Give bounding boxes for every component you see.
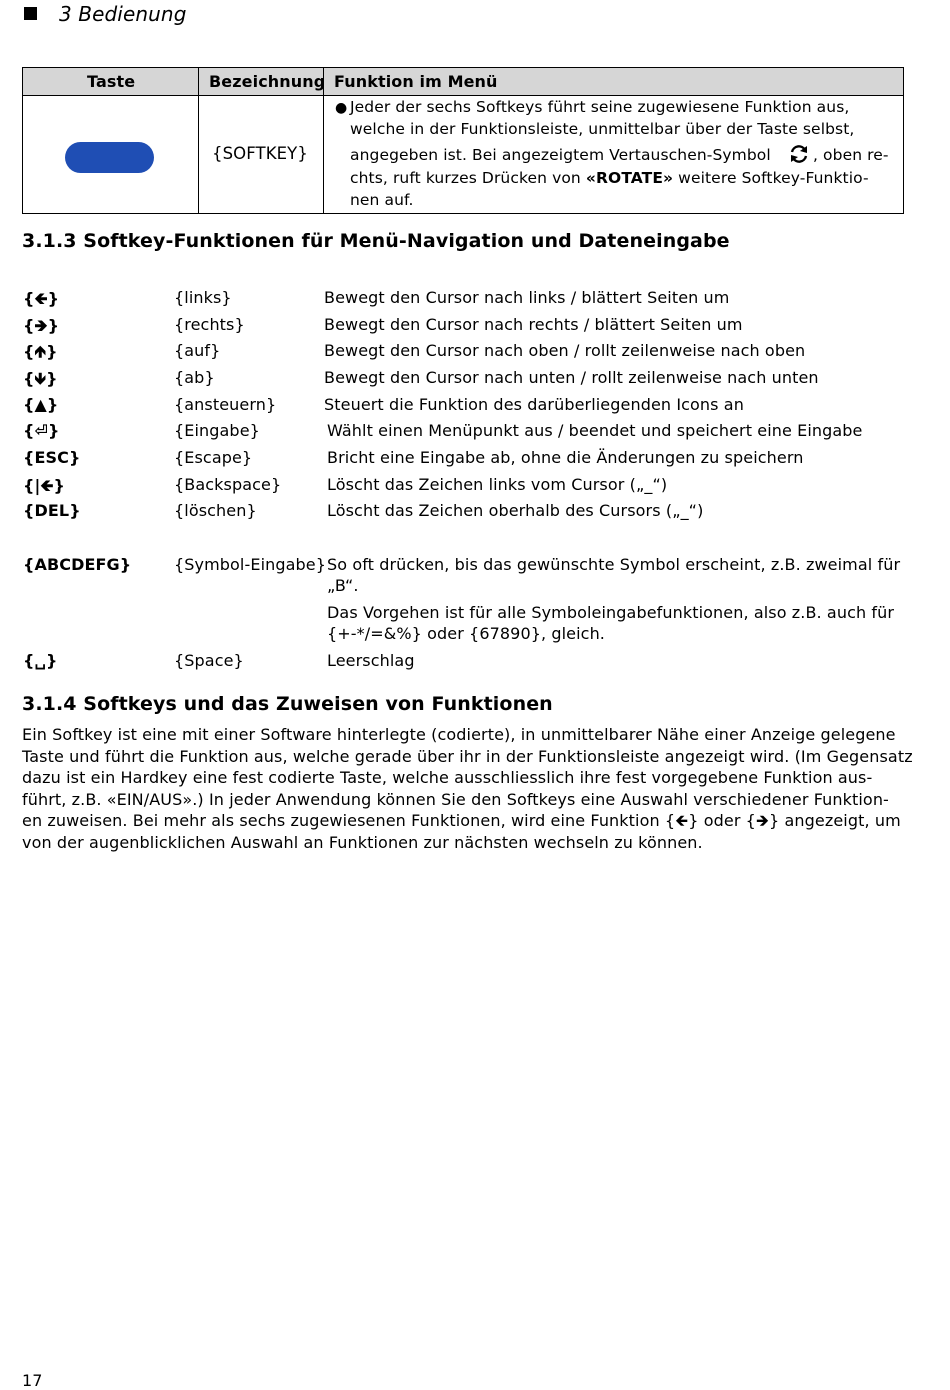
function-line-3: angegeben ist. Bei angezeigtem Vertauschen-Symbol <box>350 146 771 164</box>
desc-symbol-line-4: {+-*/=&%} oder {67890}, gleich. <box>327 624 605 643</box>
key-ab: {🡻} <box>23 369 58 388</box>
key-loeschen: {DEL} <box>23 501 81 520</box>
name-ansteuern: {ansteuern} <box>174 395 277 414</box>
name-eingabe: {Eingabe} <box>174 421 260 440</box>
softkey-button-illustration <box>65 142 154 173</box>
name-loeschen: {löschen} <box>174 501 257 520</box>
desc-links: Bewegt den Cursor nach links / blättert Seiten um <box>324 288 730 307</box>
header-square-marker <box>24 7 37 20</box>
softkey-table <box>22 67 904 214</box>
name-auf: {auf} <box>174 341 221 360</box>
desc-ansteuern: Steuert die Funktion des darüberliegenden Icons an <box>324 395 744 414</box>
key-escape: {ESC} <box>23 448 81 467</box>
name-rechts: {rechts} <box>174 315 245 334</box>
name-backspace: {Backspace} <box>174 475 282 494</box>
section-heading-3-1-3: 3.1.3 Softkey-Funktionen für Menü-Navigation und Dateneingabe <box>22 230 730 252</box>
name-links: {links} <box>174 288 232 307</box>
function-line-2: welche in der Funktionsleiste, unmittelbar über der Taste selbst, <box>350 120 855 138</box>
desc-symbol-line-2: „B“. <box>327 576 359 595</box>
key-ansteuern: {▲} <box>23 395 59 414</box>
section-heading-3-1-4: 3.1.4 Softkeys und das Zuweisen von Funktionen <box>22 693 553 715</box>
name-ab: {ab} <box>174 368 215 387</box>
page-number: 17 <box>22 1371 43 1390</box>
paragraph-line: von der augenblicklichen Auswahl an Funktionen zur nächsten wechseln zu können. <box>22 832 703 852</box>
function-line-4: chts, ruft kurzes Drücken von «ROTATE» weitere Softkey-Funktio- <box>350 169 869 187</box>
key-rechts: {🡺} <box>23 316 60 335</box>
name-symbol: {Symbol-Eingabe} <box>174 555 326 574</box>
desc-rechts: Bewegt den Cursor nach rechts / blättert Seiten um <box>324 315 743 334</box>
key-backspace: {|🡸} <box>23 476 66 495</box>
paragraph-line: en zuweisen. Bei mehr als sechs zugewiesenen Funktionen, wird eine Funktion {🡸} oder {🡺} angezeigt, um <box>22 811 901 831</box>
col-header-taste: Taste <box>87 72 136 91</box>
col-header-bezeichnung: Bezeichnung <box>209 72 326 91</box>
desc-symbol-line-3: Das Vorgehen ist für alle Symboleingabefunktionen, also z.B. auch für <box>327 603 895 622</box>
name-escape: {Escape} <box>174 448 253 467</box>
paragraph-line: Ein Softkey ist eine mit einer Software hinterlegte (codierte), in unmittelbarer Nähe einer Anzeige gelegene <box>22 725 896 744</box>
function-line-1: Jeder der sechs Softkeys führt seine zugewiesene Funktion aus, <box>350 98 850 116</box>
key-links: {🡸} <box>23 289 60 308</box>
desc-space: Leerschlag <box>327 651 415 670</box>
desc-symbol-line-1: So oft drücken, bis das gewünschte Symbol erscheint, z.B. zweimal für <box>327 555 901 574</box>
function-line-3b: , oben re- <box>813 146 889 164</box>
bullet-point: ● <box>335 100 348 116</box>
key-space: {␣} <box>23 651 58 670</box>
function-line-5: nen auf. <box>350 191 414 209</box>
col-header-funktion: Funktion im Menü <box>334 72 498 91</box>
rotate-icon <box>788 143 810 165</box>
column-divider <box>198 68 199 213</box>
chapter-title: 3 Bedienung <box>59 2 187 26</box>
desc-ab: Bewegt den Cursor nach unten / rollt zeilenweise nach unten <box>324 368 819 387</box>
desc-escape: Bricht eine Eingabe ab, ohne die Änderungen zu speichern <box>327 448 804 467</box>
section-3-1-4-paragraph <box>22 724 912 854</box>
table-header <box>23 68 903 96</box>
desc-auf: Bewegt den Cursor nach oben / rollt zeilenweise nach oben <box>324 341 806 360</box>
paragraph-line: führt, z.B. «EIN/AUS».) In jeder Anwendung können Sie den Softkeys eine Auswahl verschiedener Funktion- <box>22 789 889 809</box>
key-auf: {🡹} <box>23 342 58 361</box>
name-space: {Space} <box>174 651 244 670</box>
paragraph-line: Taste und führt die Funktion aus, welche gerade über ihr in der Funktionsleiste angezeigt wird. (Im Gegensatz <box>22 746 913 766</box>
rotate-key-label: «ROTATE» <box>585 169 674 187</box>
softkey-label: {SOFTKEY} <box>212 144 308 163</box>
key-symbol: {ABCDEFG} <box>23 555 132 574</box>
key-eingabe: {⏎} <box>23 421 60 440</box>
desc-backspace: Löscht das Zeichen links vom Cursor („_“) <box>327 475 668 494</box>
desc-loeschen: Löscht das Zeichen oberhalb des Cursors („_“) <box>327 501 704 520</box>
column-divider <box>323 68 324 213</box>
desc-eingabe: Wählt einen Menüpunkt aus / beendet und speichert eine Eingabe <box>327 421 863 440</box>
paragraph-line: dazu ist ein Hardkey eine fest codierte Taste, welche ausschliesslich ihre fest vorgegebene Funktion aus- <box>22 768 873 788</box>
